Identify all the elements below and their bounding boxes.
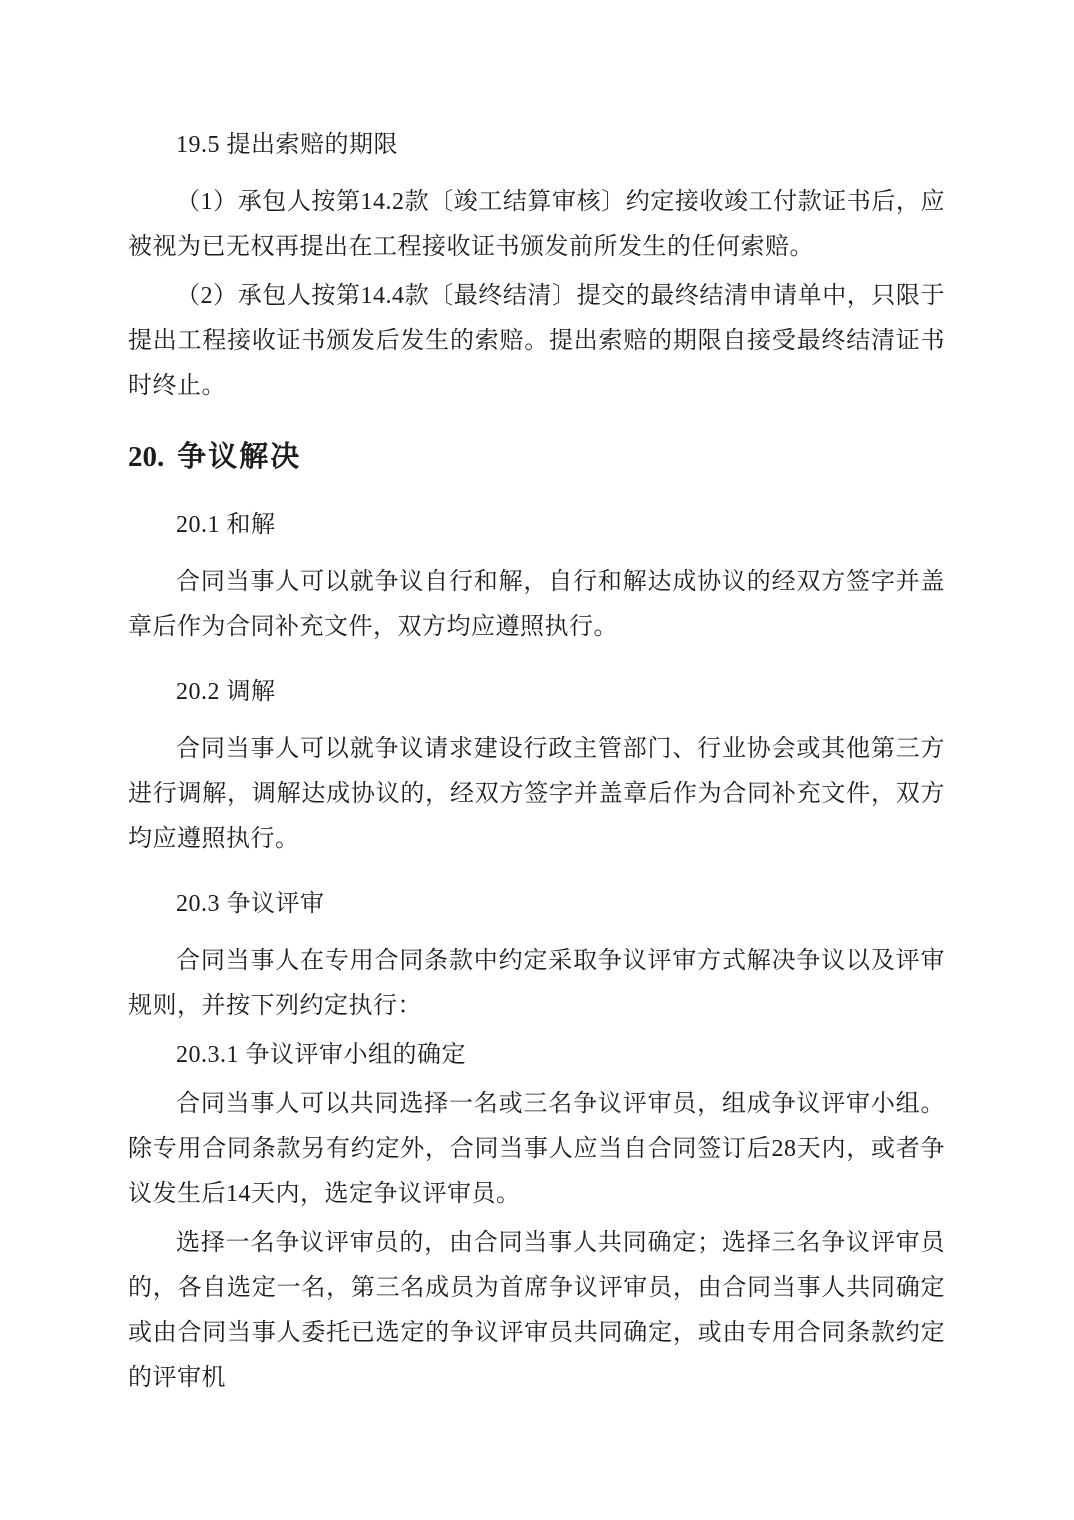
- paragraph-20-1: 合同当事人可以就争议自行和解，自行和解达成协议的经双方签字并盖章后作为合同补充文件，双方均应遵照执行。: [128, 569, 945, 640]
- paragraph-20-3: 合同当事人在专用合同条款中约定采取争议评审方式解决争议以及评审规则，并按下列约定执行：: [128, 948, 945, 1019]
- paragraph-20-3-1-b: 选择一名争议评审员的，由合同当事人共同确定；选择三名争议评审员的，各自选定一名，第三名成员为首席争议评审员，由合同当事人共同确定或由合同当事人委托已选定的争议评审员共同确定，或由专用合同条款约定的评审机: [128, 1230, 945, 1391]
- chapter-title: 争议解决: [177, 441, 302, 473]
- paragraph-19-5-item-2: （2）承包人按第14.4款〔最终结清〕提交的最终结清申请单中，只限于提出工程接收证书颁发后发生的索赔。提出索赔的期限自接受最终结清证书时终止。: [128, 283, 945, 399]
- paragraph-20-3-1-a: 合同当事人可以共同选择一名或三名争议评审员，组成争议评审小组。除专用合同条款另有约定外，合同当事人应当自合同签订后28天内，或者争议发生后14天内，选定争议评审员。: [128, 1091, 945, 1207]
- chapter-heading-20: [128, 431, 945, 483]
- section-heading-19-5: 19.5 提出索赔的期限: [176, 132, 398, 158]
- section-heading-20-1: 20.1 和解: [176, 512, 276, 538]
- paragraph-19-5-item-1: （1）承包人按第14.2款〔竣工结算审核〕约定接收竣工付款证书后，应被视为已无权再提出在工程接收证书颁发前所发生的任何索赔。: [128, 189, 945, 260]
- section-heading-20-3: 20.3 争议评审: [176, 891, 325, 917]
- chapter-number: 20.: [128, 441, 165, 473]
- section-heading-20-2: 20.2 调解: [176, 679, 276, 705]
- paragraph-20-2: 合同当事人可以就争议请求建设行政主管部门、行业协会或其他第三方进行调解，调解达成协议的，经双方签字并盖章后作为合同补充文件，双方均应遵照执行。: [128, 736, 945, 852]
- clause-heading-20-3-1: 20.3.1 争议评审小组的确定: [176, 1042, 466, 1068]
